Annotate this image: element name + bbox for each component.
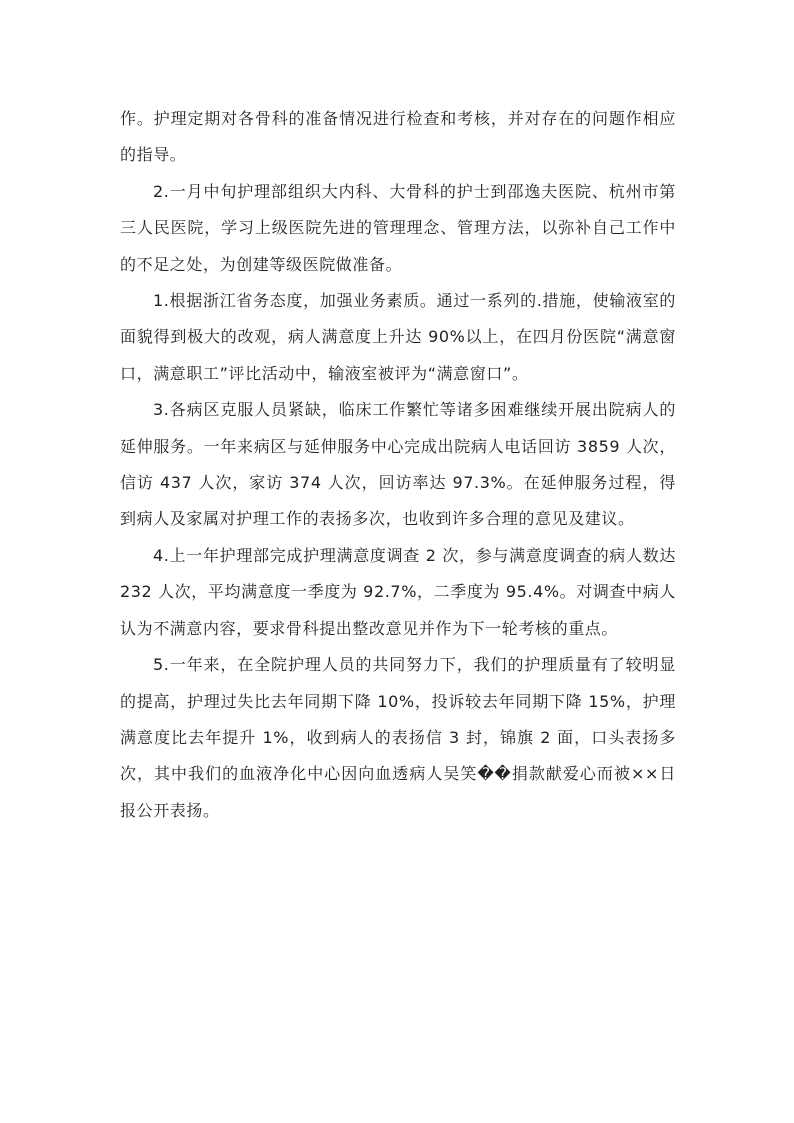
- paragraph-item-5-quality-improvement: 5.一年来，在全院护理人员的共同努力下，我们的护理质量有了较明显的提高，护理过失比去年同期下降 10%，投诉较去年同期下降 15%，护理满意度比去年提升 1%，收到病人的表扬信 3 封，锦旗 2 面，口头表扬多次，其中我们的血液净化中心因向血透病人吴笑��捐款献爱心而被××日报公开表扬。: [120, 655, 676, 820]
- document-body: [120, 101, 676, 829]
- paragraph-item-2-study-visit: 2.一月中旬护理部组织大内科、大骨科的护士到邵逸夫医院、杭州市第三人民医院，学习上级医院先进的管理理念、管理方法，以弥补自己工作中的不足之处，为创建等级医院做准备。: [120, 181, 676, 274]
- paragraph-continuation: 作。护理定期对各骨科的准备情况进行检查和考核，并对存在的问题作相应的指导。: [120, 109, 676, 165]
- paragraph-item-3-extended-service: 3.各病区克服人员紧缺，临床工作繁忙等诸多困难继续开展出院病人的延伸服务。一年来病区与延伸服务中心完成出院病人电话回访 3859 人次，信访 437 人次，家访 374 人次，回访率达 97.3%。在延伸服务过程，得到病人及家属对护理工作的表扬多次，也收到许多合理的意见及建议。: [120, 400, 676, 529]
- paragraph-item-1-service-attitude: 1.根据浙江省务态度，加强业务素质。通过一系列的.措施，使输液室的面貌得到极大的改观，病人满意度上升达 90%以上，在四月份医院“满意窗口，满意职工”评比活动中，输液室被评为“满意窗口”。: [120, 291, 676, 383]
- paragraph-item-4-satisfaction-survey: 4.上一年护理部完成护理满意度调查 2 次，参与满意度调查的病人数达 232 人次，平均满意度一季度为 92.7%，二季度为 95.4%。对调查中病人认为不满意内容，要求骨科提出整改意见并作为下一轮考核的重点。: [120, 545, 676, 638]
